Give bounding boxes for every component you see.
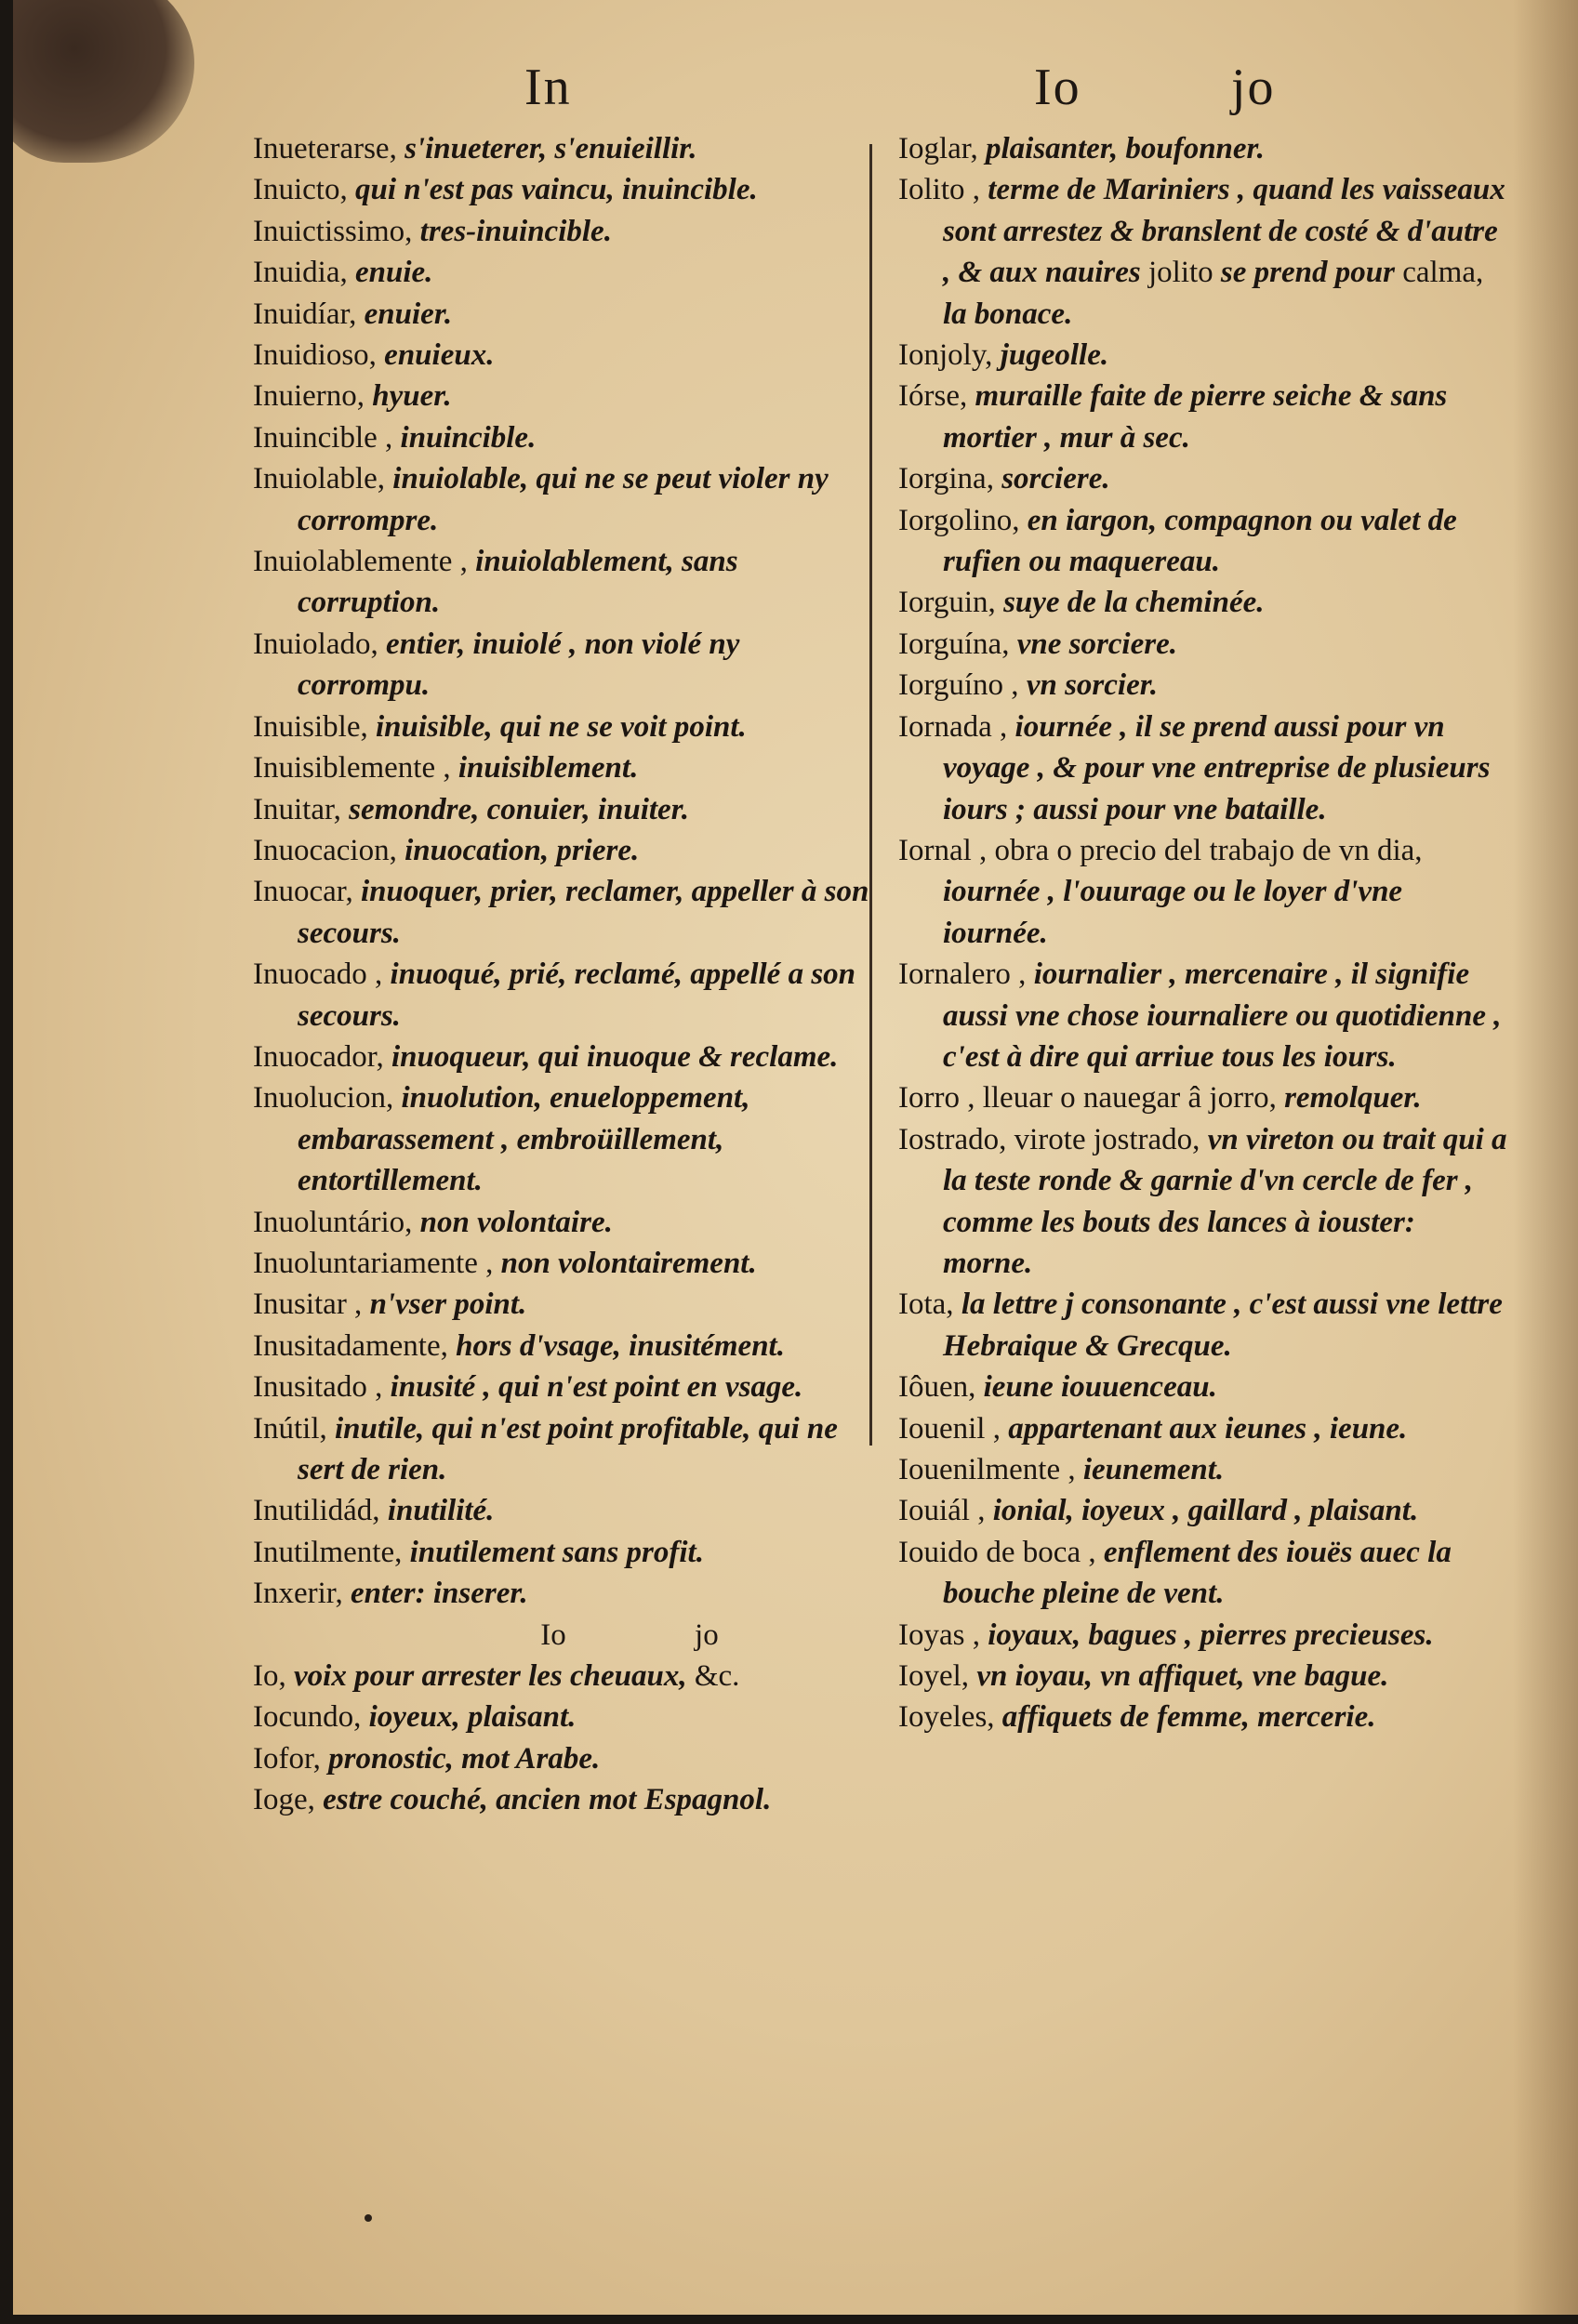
entry-definition: inuoquer, prier, reclamer, appeller à son secours. [298, 875, 869, 950]
entry-headword: Inuitar, [253, 792, 341, 826]
section-heading: Io jo [540, 1618, 719, 1652]
entry-definition: enuie. [347, 256, 433, 290]
dictionary-entry [253, 294, 876, 335]
dictionary-entry [898, 1284, 1512, 1367]
entry-definition: qui n'est pas vaincu, inuincible. [347, 173, 758, 207]
entry-definition: voix pour arrester les cheuaux, [285, 1659, 695, 1694]
entry-headword: Iorro , [898, 1081, 975, 1116]
entry-headword: Iocundo, [253, 1700, 362, 1735]
entry-headword: Iorguíno , [898, 668, 1019, 703]
dictionary-entry [253, 1326, 876, 1367]
entry-definition: inuiolablement, sans corruption. [298, 545, 738, 620]
entry-headword: Iornada , [898, 709, 1008, 744]
entry-definition: iournée , il se prend aussi pour vn voyage , & pour vne entreprise de plusieurs iours ; aussi pour vne bataille. [943, 709, 1491, 826]
entry-headword: Iofor, [253, 1741, 321, 1776]
water-stain [13, 0, 194, 163]
book-page [13, 0, 1578, 2315]
entry-definition: vn sorcier. [1018, 668, 1158, 703]
entry-headword: Inusitado , [253, 1370, 383, 1405]
entry-headword: Iolito , [898, 173, 980, 207]
dictionary-entry [253, 706, 876, 747]
entry-headword: Ioyas , [898, 1618, 980, 1652]
entry-definition: iournée , l'ouurage ou le loyer d'vne iournée. [943, 875, 1403, 950]
dictionary-entry [253, 417, 876, 458]
dictionary-entry [253, 211, 876, 252]
entry-headword: Inuidíar, [253, 297, 357, 331]
page-edge-shadow [1513, 0, 1578, 2315]
dictionary-entry [898, 954, 1512, 1077]
dictionary-entry [898, 1119, 1512, 1285]
dictionary-entry [898, 500, 1512, 583]
dictionary-entry [253, 128, 876, 169]
entry-definition: vn vireton ou trait qui a la teste ronde & garnie d'vn cercle de fer , comme les bouts des lances à iouster: morne. [943, 1122, 1507, 1280]
entry-headword: Iorgolino, [898, 503, 1020, 537]
entry-definition: ieune iouuenceau. [975, 1370, 1217, 1405]
dictionary-entry [253, 1408, 876, 1491]
entry-definition: vne sorciere. [1009, 627, 1177, 661]
entry-headword: Inuiolablemente , [253, 545, 468, 579]
entry-definition: hyuer. [365, 379, 452, 414]
entry-definition: ioyaux, bagues , pierres precieuses. [979, 1618, 1434, 1652]
entry-headword: obra o precio del trabajo de vn dia, [987, 833, 1423, 867]
entry-headword: Inuocar, [253, 875, 353, 909]
entry-definition: inuocation, priere. [396, 833, 640, 867]
entry-definition: iournalier , mercenaire , il signifie aussi vne chose iournaliere ou quotidienne , c'est à dire qui arriue tous les iours. [943, 957, 1502, 1074]
dictionary-entry [253, 1738, 876, 1779]
entry-definition: la lettre j consonante , c'est aussi vne lettre Hebraique & Grecque. [943, 1287, 1503, 1363]
entry-headword: Inuiolado, [253, 627, 378, 661]
dictionary-entry [898, 830, 1512, 954]
entry-headword: Inusitar , [253, 1287, 363, 1322]
dictionary-entry [253, 169, 876, 210]
entry-headword: Ioge, [253, 1783, 315, 1817]
entry-headword: Inuictissimo, [253, 214, 413, 248]
entry-definition: tres-inuincible. [412, 214, 612, 248]
entry-headword: Inuiolable, [253, 462, 386, 496]
dictionary-entry [253, 830, 876, 871]
entry-headword: Ioglar, [898, 132, 978, 165]
dictionary-entry [253, 335, 876, 376]
dictionary-entry [898, 1408, 1512, 1449]
entry-headword: Inuierno, [253, 379, 365, 414]
dictionary-entry [253, 376, 876, 416]
dictionary-entry [253, 1037, 876, 1077]
entry-headword: Inuincible , [253, 420, 393, 455]
dictionary-entry [253, 1243, 876, 1284]
dictionary-entry [898, 1490, 1512, 1531]
entry-headword: Io, [253, 1659, 286, 1694]
entry-headword: Inueterarse, [253, 132, 397, 165]
entry-headword: Inuoluntariamente , [253, 1246, 494, 1280]
entry-definition: appartenant aux ieunes , ieune. [1000, 1411, 1408, 1446]
dictionary-entry [898, 1449, 1512, 1490]
entry-headword: Inxerir, [253, 1577, 343, 1611]
dictionary-entry [898, 458, 1512, 499]
right-column [898, 128, 1512, 1738]
entry-definition: inuisible, qui ne se voit point. [367, 709, 747, 744]
entry-definition: non volontairement. [493, 1246, 757, 1280]
entry-definition: entier, inuiolé , non violé ny corrompu. [298, 627, 740, 703]
dictionary-entry [253, 789, 876, 830]
entry-definition: s'inueterer, s'enuieillir. [396, 132, 697, 165]
entry-headword: Ionjoly, [898, 338, 993, 373]
entry-definition: plaisanter, boufonner. [977, 132, 1265, 165]
entry-headword: &c. [694, 1659, 740, 1694]
dictionary-entry [253, 1077, 876, 1201]
entry-definition: terme de Mariniers , quand les vaisseaux sont arrestez & branslent de costé & d'autre , & aux nauires [943, 173, 1505, 290]
dictionary-entry [898, 335, 1512, 376]
dictionary-entry [898, 665, 1512, 706]
entry-headword: Inuidia, [253, 256, 348, 290]
entry-definition: pronostic, mot Arabe. [320, 1741, 601, 1776]
entry-definition: en iargon, compagnon ou valet de rufien ou maquereau. [943, 503, 1457, 579]
entry-headword: Iorguína, [898, 627, 1010, 661]
entry-definition: inutilement sans profit. [402, 1535, 704, 1569]
entry-definition: inuincible. [392, 420, 537, 455]
entry-definition: hors d'vsage, inusitément. [447, 1328, 785, 1363]
entry-definition: inuolution, enueloppement, embarassement , embroüillement, entortillement. [298, 1081, 750, 1198]
entry-headword: Ioyeles, [898, 1700, 995, 1735]
entry-definition: inuoqué, prié, reclamé, appellé a son secours. [298, 957, 856, 1033]
dictionary-entry [898, 1077, 1512, 1118]
entry-definition: estre couché, ancien mot Espagnol. [314, 1783, 772, 1817]
dictionary-entry [898, 1615, 1512, 1656]
page-header-right-b: jo [1231, 59, 1276, 116]
entry-headword: Iorgina, [898, 462, 994, 496]
entry-headword: Iota, [898, 1287, 954, 1322]
entry-headword: Inuocado , [253, 957, 383, 992]
entry-headword: Inuocador, [253, 1039, 384, 1074]
entry-headword: Inuisiblemente , [253, 751, 451, 786]
entry-headword: virote jostrado, [1006, 1122, 1208, 1156]
entry-definition: vn ioyau, vn affiquet, vne bague. [969, 1659, 1389, 1694]
dictionary-entry [898, 376, 1512, 458]
dictionary-entry [253, 1697, 876, 1737]
entry-headword: Iouenil , [898, 1411, 1001, 1446]
dictionary-entry [898, 1656, 1512, 1697]
dictionary-entry [253, 1284, 876, 1325]
entry-definition: inutilité. [379, 1494, 495, 1528]
entry-definition: jugeolle. [992, 338, 1109, 373]
left-column [253, 128, 876, 1821]
entry-definition: enter: inserer. [342, 1577, 528, 1611]
dictionary-entry [898, 1532, 1512, 1615]
entry-headword: Iorguin, [898, 586, 996, 620]
entry-definition: sorciere. [993, 462, 1110, 496]
dictionary-entry [253, 252, 876, 293]
entry-headword: Iouiál , [898, 1494, 986, 1528]
entry-definition: se prend pour [1220, 256, 1403, 290]
entry-definition: n'vser point. [362, 1287, 527, 1322]
dictionary-entry [253, 624, 876, 706]
entry-definition: ieunement. [1075, 1453, 1225, 1486]
dictionary-entry [253, 1202, 876, 1243]
entry-definition: inuoqueur, qui inuoque & reclame. [383, 1039, 839, 1074]
entry-definition: affiquets de femme, mercerie. [994, 1700, 1376, 1735]
page-header-right-a: Io [1034, 59, 1081, 116]
dictionary-entry [898, 1367, 1512, 1407]
entry-headword: Inuocacion, [253, 833, 397, 867]
entry-definition: inuisiblement. [450, 751, 639, 786]
entry-definition: ioyeux, plaisant. [361, 1700, 577, 1735]
entry-headword: Inuoluntário, [253, 1205, 413, 1239]
entry-definition: inutile, qui n'est point profitable, qui ne sert de rien. [298, 1411, 838, 1486]
dictionary-entry [253, 1532, 876, 1573]
dictionary-entry [898, 582, 1512, 623]
dictionary-entry [253, 1490, 876, 1531]
entry-definition: la bonace. [943, 297, 1073, 331]
dictionary-entry [253, 1779, 876, 1820]
entry-definition: suye de la cheminée. [995, 586, 1265, 620]
entry-definition: enflement des iouës auec la bouche pleine de vent. [943, 1535, 1452, 1611]
entry-headword: Inuisible, [253, 709, 368, 744]
dictionary-entry [253, 458, 876, 541]
dictionary-entry [253, 871, 876, 954]
entry-definition: enuier. [356, 297, 453, 331]
entry-definition: non volontaire. [412, 1205, 613, 1239]
entry-headword: Iôuen, [898, 1370, 976, 1405]
entry-definition: inuiolable, qui ne se peut violer ny corrompre. [298, 462, 829, 537]
entry-headword: Inusitadamente, [253, 1328, 448, 1363]
entry-headword: Ioyel, [898, 1659, 970, 1694]
entry-definition: inusité , qui n'est point en vsage. [382, 1370, 803, 1405]
entry-headword: Inútil, [253, 1411, 327, 1446]
entry-headword: Iornalero , [898, 957, 1027, 992]
dictionary-entry [898, 128, 1512, 169]
dictionary-entry [898, 706, 1512, 830]
entry-headword: jolito [1147, 256, 1221, 290]
dictionary-entry [253, 954, 876, 1037]
entry-definition: semondre, conuier, inuiter. [340, 792, 689, 826]
entry-headword: Iouido de boca , [898, 1535, 1096, 1569]
dictionary-entry [898, 624, 1512, 665]
dictionary-entry [253, 1656, 876, 1697]
dictionary-entry [253, 1367, 876, 1407]
entry-headword: Inutilidád, [253, 1494, 380, 1528]
dictionary-entry [253, 541, 876, 624]
entry-headword: calma, [1402, 256, 1484, 290]
entry-definition: remolquer. [1284, 1081, 1422, 1116]
entry-headword: Inuidioso, [253, 338, 377, 373]
entry-headword: lleuar o nauegar â jorro, [975, 1081, 1285, 1116]
dictionary-entry [898, 169, 1512, 335]
dictionary-entry [898, 1697, 1512, 1737]
entry-definition: muraille faite de pierre seiche & sans mortier , mur à sec. [943, 379, 1448, 455]
ink-speck [365, 2214, 372, 2222]
entry-headword: Iostrado, [898, 1122, 1007, 1156]
page-header-left: In [524, 59, 572, 116]
dictionary-entry [253, 1573, 876, 1614]
entry-headword: Inuicto, [253, 173, 348, 207]
entry-definition: enuieux. [376, 338, 495, 373]
entry-headword: Inutilmente, [253, 1535, 403, 1569]
entry-headword: Inuolucion, [253, 1081, 394, 1116]
entry-headword: Iórse, [898, 379, 968, 414]
entry-headword: Iornal , [898, 833, 988, 867]
entry-headword: Iouenilmente , [898, 1453, 1076, 1486]
dictionary-entry [253, 747, 876, 788]
entry-definition: ionial, ioyeux , gaillard , plaisant. [985, 1494, 1419, 1528]
